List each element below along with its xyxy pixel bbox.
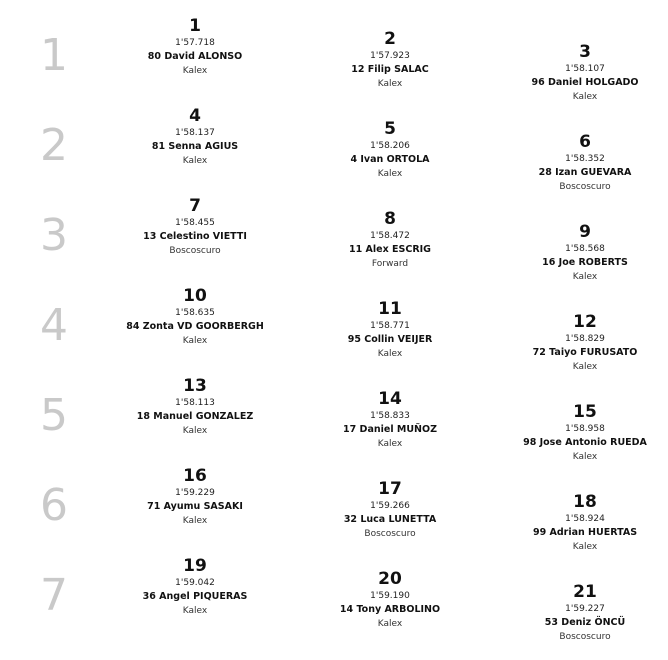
grid-row-number: 4 [40, 300, 68, 351]
grid-position-number: 4 [189, 106, 201, 126]
lap-time: 1'58.771 [370, 321, 410, 331]
lap-time: 1'58.833 [370, 411, 410, 421]
team-name: Forward [371, 259, 409, 269]
team-name: Kalex [182, 336, 208, 346]
lap-time: 1'58.352 [565, 154, 605, 164]
grid-position-number: 7 [189, 196, 201, 216]
team-name: Kalex [377, 619, 403, 629]
grid-slot [290, 30, 490, 90]
grid-position-number: 2 [384, 29, 396, 49]
grid-slot [485, 583, 668, 643]
grid-row-number: 5 [40, 390, 68, 441]
team-name: Kalex [572, 362, 598, 372]
grid-slot [290, 570, 490, 630]
rider-name: 72 Taiyo FURUSATO [532, 347, 638, 358]
grid-position-number: 16 [183, 466, 207, 486]
rider-name: 4 Ivan ORTOLA [350, 154, 430, 165]
grid-row-number: 6 [40, 480, 68, 531]
grid-slot [95, 17, 295, 77]
team-name: Kalex [182, 156, 208, 166]
rider-name: 99 Adrian HUERTAS [532, 527, 638, 538]
lap-time: 1'58.568 [565, 244, 605, 254]
lap-time: 1'58.107 [565, 64, 605, 74]
lap-time: 1'58.472 [370, 231, 410, 241]
grid-position-number: 17 [378, 479, 402, 499]
grid-slot [95, 197, 295, 257]
lap-time: 1'57.718 [175, 38, 215, 48]
lap-time: 1'58.455 [175, 218, 215, 228]
lap-time: 1'58.113 [175, 398, 215, 408]
grid-position-number: 14 [378, 389, 402, 409]
rider-name: 11 Alex ESCRIG [349, 244, 431, 255]
grid-slot [290, 480, 490, 540]
team-name: Kalex [572, 452, 598, 462]
grid-row-number: 1 [40, 30, 68, 81]
grid-position-number: 15 [573, 402, 597, 422]
rider-name: 12 Filip SALAC [351, 64, 429, 75]
team-name: Kalex [572, 92, 598, 102]
lap-time: 1'59.227 [565, 604, 605, 614]
grid-position-number: 3 [579, 42, 591, 62]
team-name: Kalex [572, 272, 598, 282]
rider-name: 95 Collin VEIJER [347, 334, 433, 345]
grid-slot [95, 467, 295, 527]
rider-name: 36 Angel PIQUERAS [142, 591, 248, 602]
grid-slot [95, 287, 295, 347]
team-name: Boscoscuro [559, 632, 611, 642]
grid-slot [485, 493, 668, 553]
grid-position-number: 21 [573, 582, 597, 602]
team-name: Boscoscuro [169, 246, 221, 256]
rider-name: 18 Manuel GONZALEZ [136, 411, 254, 422]
grid-slot [290, 210, 490, 270]
lap-time: 1'58.924 [565, 514, 605, 524]
grid-position-number: 6 [579, 132, 591, 152]
grid-position-number: 8 [384, 209, 396, 229]
grid-position-number: 1 [189, 16, 201, 36]
team-name: Kalex [182, 426, 208, 436]
lap-time: 1'59.042 [175, 578, 215, 588]
grid-row-number: 2 [40, 120, 68, 171]
team-name: Boscoscuro [559, 182, 611, 192]
lap-time: 1'58.829 [565, 334, 605, 344]
team-name: Kalex [377, 349, 403, 359]
grid-row-number: 3 [40, 210, 68, 261]
grid-position-number: 10 [183, 286, 207, 306]
grid-position-number: 19 [183, 556, 207, 576]
grid-position-number: 18 [573, 492, 597, 512]
grid-position-number: 12 [573, 312, 597, 332]
rider-name: 32 Luca LUNETTA [343, 514, 437, 525]
lap-time: 1'59.229 [175, 488, 215, 498]
team-name: Kalex [182, 66, 208, 76]
rider-name: 17 Daniel MUÑOZ [343, 424, 437, 435]
team-name: Kalex [572, 542, 598, 552]
rider-name: 81 Senna AGIUS [151, 141, 239, 152]
rider-name: 14 Tony ARBOLINO [339, 604, 441, 615]
grid-slot [95, 377, 295, 437]
rider-name: 16 Joe ROBERTS [542, 257, 628, 268]
rider-name: 80 David ALONSO [147, 51, 243, 62]
rider-name: 53 Deniz ÖNCÜ [544, 617, 626, 628]
grid-position-number: 13 [183, 376, 207, 396]
team-name: Kalex [182, 606, 208, 616]
lap-time: 1'59.266 [370, 501, 410, 511]
rider-name: 96 Daniel HOLGADO [531, 77, 639, 88]
grid-slot [290, 390, 490, 450]
grid-position-number: 5 [384, 119, 396, 139]
grid-position-number: 9 [579, 222, 591, 242]
grid-position-number: 11 [378, 299, 402, 319]
grid-row-number: 7 [40, 570, 68, 621]
lap-time: 1'58.206 [370, 141, 410, 151]
lap-time: 1'57.923 [370, 51, 410, 61]
grid-slot [485, 43, 668, 103]
team-name: Kalex [377, 439, 403, 449]
grid-slot [485, 403, 668, 463]
rider-name: 13 Celestino VIETTI [143, 231, 247, 242]
lap-time: 1'58.635 [175, 308, 215, 318]
lap-time: 1'58.958 [565, 424, 605, 434]
grid-slot [290, 120, 490, 180]
grid-slot [95, 557, 295, 617]
grid-slot [95, 107, 295, 167]
grid-slot [485, 223, 668, 283]
rider-name: 84 Zonta VD GOORBERGH [126, 321, 264, 332]
grid-slot [485, 313, 668, 373]
grid-position-number: 20 [378, 569, 402, 589]
rider-name: 28 Izan GUEVARA [538, 167, 632, 178]
rider-name: 98 Jose Antonio RUEDA [523, 437, 647, 448]
team-name: Boscoscuro [364, 529, 416, 539]
grid-slot [290, 300, 490, 360]
rider-name: 71 Ayumu SASAKI [147, 501, 243, 512]
team-name: Kalex [182, 516, 208, 526]
lap-time: 1'58.137 [175, 128, 215, 138]
lap-time: 1'59.190 [370, 591, 410, 601]
grid-slot [485, 133, 668, 193]
team-name: Kalex [377, 79, 403, 89]
team-name: Kalex [377, 169, 403, 179]
